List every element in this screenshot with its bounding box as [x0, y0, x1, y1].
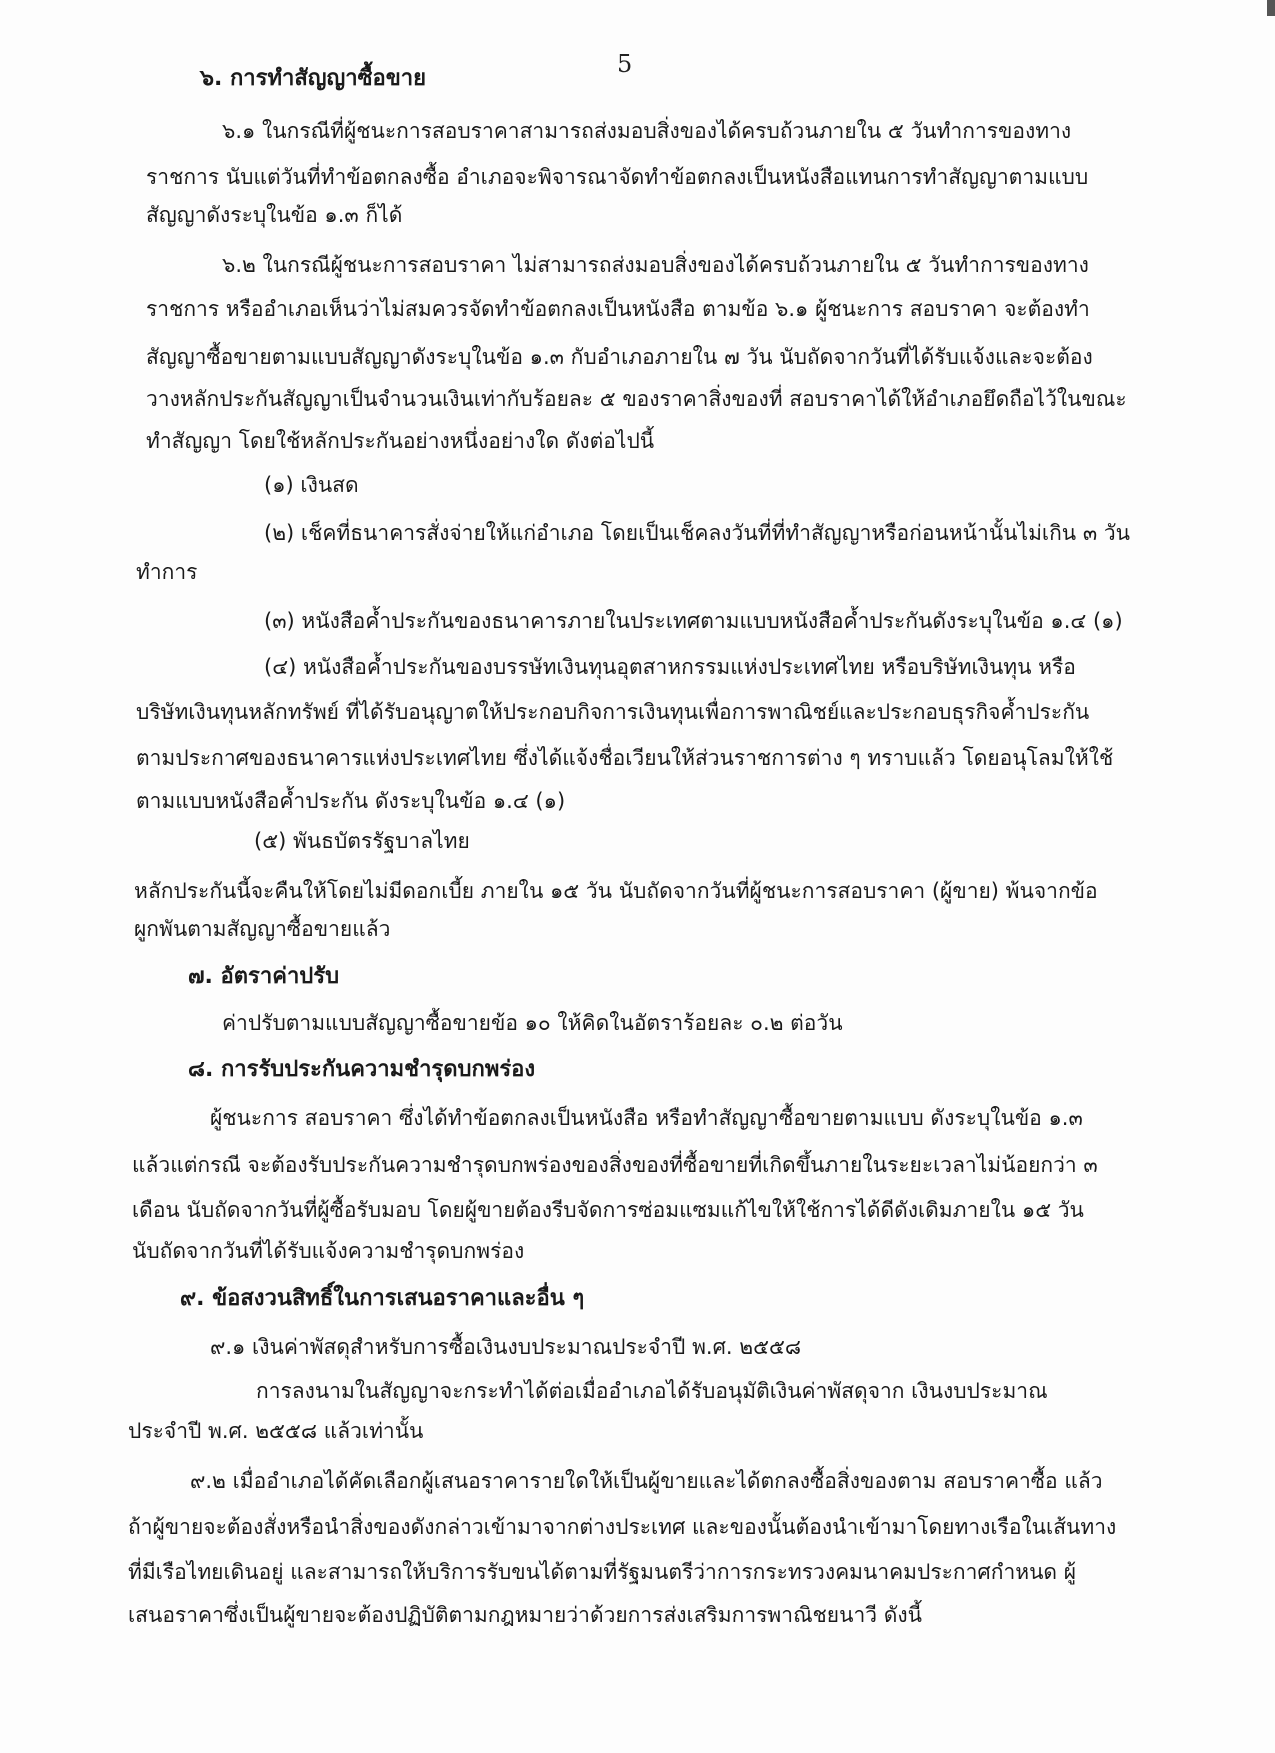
- section-6-2-line-4: วางหลักประกันสัญญาเป็นจำนวนเงินเท่ากับร้อยละ ๕ ของราคาสิ่งของที่ สอบราคาได้ให้อำเภอยึดถือไว้ในขณะ: [146, 387, 1127, 411]
- section-8-line-1: ผู้ชนะการ สอบราคา ซึ่งได้ทำข้อตกลงเป็นหนังสือ หรือทำสัญญาซื้อขายตามแบบ ดังระบุในข้อ ๑.๓: [210, 1106, 1083, 1130]
- guarantee-item-4-line-4: ตามแบบหนังสือค้ำประกัน ดังระบุในข้อ ๑.๔ (๑): [136, 789, 566, 813]
- section-8-line-4: นับถัดจากวันที่ได้รับแจ้งความชำรุดบกพร่อง: [132, 1239, 525, 1263]
- section-9-2-line-4: เสนอราคาซึ่งเป็นผู้ขายจะต้องปฏิบัติตามกฎหมายว่าด้วยการส่งเสริมการพาณิชยนาวี ดังนี้: [128, 1603, 922, 1627]
- guarantee-item-5: (๕) พันธบัตรรัฐบาลไทย: [254, 829, 470, 853]
- section-6-2-line-2: ราชการ หรืออำเภอเห็นว่าไม่สมควรจัดทำข้อตกลงเป็นหนังสือ ตามข้อ ๖.๑ ผู้ชนะการ สอบราคา จะต้องทำ: [146, 297, 1090, 321]
- guarantee-item-4-line-2: บริษัทเงินทุนหลักทรัพย์ ที่ได้รับอนุญาตให้ประกอบกิจการเงินทุนเพื่อการพาณิชย์และประกอบธุรกิจค้ำประกัน: [136, 700, 1090, 724]
- section-6-1-line-1: ๖.๑ ในกรณีที่ผู้ชนะการสอบราคาสามารถส่งมอบสิ่งของได้ครบถ้วนภายใน ๕ วันทำการของทาง: [222, 119, 1072, 143]
- section-9-1-detail-line-1: การลงนามในสัญญาจะกระทำได้ต่อเมื่ออำเภอได้รับอนุมัติเงินค่าพัสดุจาก เงินงบประมาณ: [256, 1379, 1048, 1403]
- section-9-2-line-2: ถ้าผู้ขายจะต้องสั่งหรือนำสิ่งของดังกล่าวเข้ามาจากต่างประเทศ และของนั้นต้องนำเข้ามาโดยทางเรือในเส้นทาง: [128, 1515, 1117, 1539]
- scan-edge-mark: [1267, 0, 1275, 16]
- guarantee-item-3: (๓) หนังสือค้ำประกันของธนาคารภายในประเทศตามแบบหนังสือค้ำประกันดังระบุในข้อ ๑.๔ (๑): [264, 609, 1123, 633]
- section-6-2-line-1: ๖.๒ ในกรณีผู้ชนะการสอบราคา ไม่สามารถส่งมอบสิ่งของได้ครบถ้วนภายใน ๕ วันทำการของทาง: [222, 253, 1089, 277]
- section-7-heading: ๗. อัตราค่าปรับ: [188, 964, 340, 989]
- section-9-heading: ๙. ข้อสงวนสิทธิ์ในการเสนอราคาและอื่น ๆ: [180, 1286, 585, 1311]
- section-6-1-line-2: ราชการ นับแต่วันที่ทำข้อตกลงซื้อ อำเภอจะพิจารณาจัดทำข้อตกลงเป็นหนังสือแทนการทำสัญญาตามแบบ: [146, 165, 1089, 189]
- guarantee-return-line-1: หลักประกันนี้จะคืนให้โดยไม่มีดอกเบี้ย ภายใน ๑๕ วัน นับถัดจากวันที่ผู้ชนะการสอบราคา (ผู้ขาย) พ้นจากข้อ: [134, 879, 1098, 903]
- section-9-1-line: ๙.๑ เงินค่าพัสดุสำหรับการซื้อเงินงบประมาณประจำปี พ.ศ. ๒๕๕๘: [210, 1335, 802, 1359]
- section-6-2-line-5: ทำสัญญา โดยใช้หลักประกันอย่างหนึ่งอย่างใด ดังต่อไปนี้: [146, 429, 655, 453]
- section-9-2-line-1: ๙.๒ เมื่ออำเภอได้คัดเลือกผู้เสนอราคารายใดให้เป็นผู้ขายและได้ตกลงซื้อสิ่งของตาม สอบราคาซื้อ แล้ว: [190, 1469, 1103, 1493]
- guarantee-return-line-2: ผูกพันตามสัญญาซื้อขายแล้ว: [134, 917, 391, 941]
- section-6-heading: ๖. การทำสัญญาซื้อขาย: [200, 66, 427, 91]
- guarantee-item-4-line-3: ตามประกาศของธนาคารแห่งประเทศไทย ซึ่งได้แจ้งชื่อเวียนให้ส่วนราชการต่าง ๆ ทราบแล้ว โดยอนุโลมให้ใช้: [136, 746, 1114, 770]
- guarantee-item-2-line-1: (๒) เช็คที่ธนาคารสั่งจ่ายให้แก่อำเภอ โดยเป็นเช็คลงวันที่ที่ทำสัญญาหรือก่อนหน้านั้นไม่เกิน ๓ วัน: [264, 521, 1131, 545]
- page-number: 5: [617, 50, 633, 78]
- guarantee-item-4-line-1: (๔) หนังสือค้ำประกันของบรรษัทเงินทุนอุตสาหกรรมแห่งประเทศไทย หรือบริษัทเงินทุน หรือ: [264, 655, 1076, 679]
- section-9-2-line-3: ที่มีเรือไทยเดินอยู่ และสามารถให้บริการรับขนได้ตามที่รัฐมนตรีว่าการกระทรวงคมนาคมประกาศกำหนด ผู้: [128, 1560, 1077, 1584]
- section-8-heading: ๘. การรับประกันความชำรุดบกพร่อง: [188, 1057, 536, 1082]
- section-7-line-1: ค่าปรับตามแบบสัญญาซื้อขายข้อ ๑๐ ให้คิดในอัตราร้อยละ ๐.๒ ต่อวัน: [222, 1011, 843, 1035]
- section-6-2-line-3: สัญญาซื้อขายตามแบบสัญญาดังระบุในข้อ ๑.๓ กับอำเภอภายใน ๗ วัน นับถัดจากวันที่ได้รับแจ้งและจะต้อง: [146, 345, 1093, 369]
- section-6-1-line-3: สัญญาดังระบุในข้อ ๑.๓ ก็ได้: [146, 203, 403, 227]
- section-8-line-3: เดือน นับถัดจากวันที่ผู้ซื้อรับมอบ โดยผู้ขายต้องรีบจัดการซ่อมแซมแก้ไขให้ใช้การได้ดีดังเดิมภายใน ๑๕ วัน: [132, 1198, 1084, 1222]
- section-9-1-detail-line-2: ประจำปี พ.ศ. ๒๕๕๘ แล้วเท่านั้น: [128, 1419, 424, 1443]
- section-8-line-2: แล้วแต่กรณี จะต้องรับประกันความชำรุดบกพร่องของสิ่งของที่ซื้อขายที่เกิดขึ้นภายในระยะเวลาไม่น้อยกว่า ๓: [132, 1153, 1098, 1177]
- guarantee-item-2-line-2: ทำการ: [136, 560, 198, 584]
- guarantee-item-1: (๑) เงินสด: [264, 473, 359, 497]
